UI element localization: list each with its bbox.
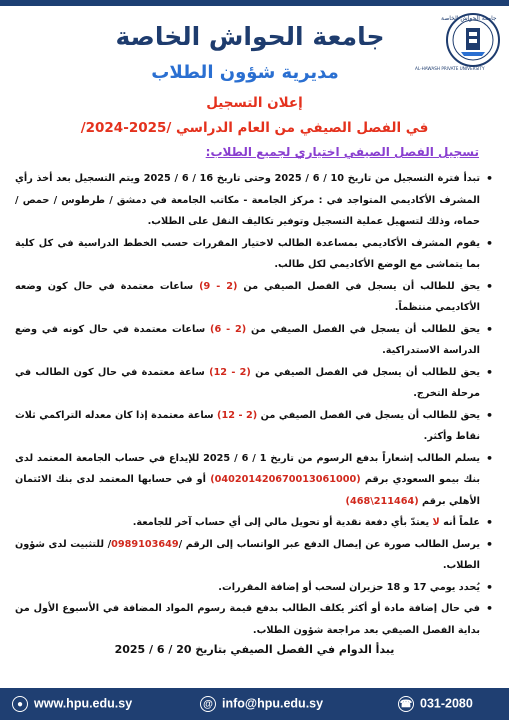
rule-item	[15, 598, 493, 641]
rule-text: في حال إضافة مادة أو أكثر يكلف الطالب بدفع قيمة رسوم المواد المضافة في الأسبوع الأول من بداية الفصل الصيفي بعد مراجعة شؤون الطلاب.	[15, 603, 480, 636]
rule-text: ساعة معتمدة في حال كون الطالب في مرحلة التخرج.	[15, 366, 480, 399]
rule-highlight: (2 - 9)	[199, 280, 238, 292]
rule-text: يحق للطالب أن يسجل في الفصل الصيفي من	[246, 323, 480, 335]
rule-highlight: (2 - 12)	[209, 366, 251, 378]
rule-text: يسلم الطالب إشعاراً بدفع الرسوم من تاريخ 1 / 6 / 2025 للإيداع في حساب الجامعة المعتمد لدى بنك بيمو السعودي برقم	[15, 452, 480, 485]
rule-text: ساعة معتمدة إذا كان معدله التراكمي ثلاث نقاط وأكثر.	[15, 409, 480, 442]
rule-item	[15, 362, 493, 405]
university-name: جامعة الحواش الخاصة	[115, 22, 385, 51]
phone-text: 031-2080	[420, 696, 473, 711]
rule-text: يرسل الطالب صورة عن إيصال الدفع عبر الواتساب إلى الرقم /	[178, 538, 480, 550]
rule-text: يحق للطالب أن يسجل في الفصل الصيفي من	[250, 366, 480, 378]
logo-arabic-text: جامعة الحواش الخاصة	[441, 15, 497, 22]
website-text: www.hpu.edu.sy	[34, 696, 133, 711]
rule-item	[15, 448, 493, 513]
footer-email[interactable]	[200, 696, 323, 712]
rule-text: ساعات معتمدة في حال كون وضعه الأكاديمي منتظماً.	[15, 280, 480, 313]
rule-text: ساعات معتمدة في حال كونه في وضع الدراسة الاستدراكية.	[15, 323, 480, 356]
rule-item	[15, 233, 493, 276]
semester-title: في الفصل الصيفي من العام الدراسي /2025-2024/	[80, 120, 429, 136]
rule-text: يُحدد يومي 17 و 18 حزيران لسحب أو إضافة المقررات.	[218, 581, 480, 593]
rule-text: علماً أنه	[439, 517, 480, 528]
rule-highlight: (2 - 12)	[217, 409, 258, 421]
rule-item	[15, 168, 493, 233]
logo-latin-text: AL-HAWASH PRIVATE UNIVERSITY	[415, 66, 485, 71]
footer-phone[interactable]	[398, 696, 473, 712]
rule-item	[15, 534, 493, 577]
section-subtitle: تسجيل الفصل الصيفي اختياري لجميع الطلاب:	[205, 145, 479, 159]
at-icon: @	[200, 696, 216, 712]
rule-text: يقوم المشرف الأكاديمي بمساعدة الطالب لاختيار المقررات حسب الخطط الدراسية في كل كلية بما يتماشى مع الوضع الأكاديمي لكل طالب.	[15, 237, 480, 270]
phone-icon: ☎	[398, 696, 414, 712]
rule-text: أو في حسابها المعتمد لدى بنك الائتمان الأهلي برقم	[15, 474, 480, 507]
rule-highlight: (2 - 6)	[210, 323, 247, 335]
rule-highlight: لا	[432, 517, 440, 528]
email-text: info@hpu.edu.sy	[222, 696, 324, 711]
rule-item	[15, 276, 493, 319]
rule-item	[15, 577, 493, 599]
footer-bar	[0, 688, 509, 720]
university-logo	[411, 6, 503, 74]
globe-icon: ●	[12, 696, 28, 712]
closing-note: يبدأ الدوام في الفصل الصيفي بتاريخ 20 / 6 / 2025	[114, 643, 395, 656]
rule-text: تبدأ فترة التسجيل من تاريخ 10 / 6 / 2025 وحتى تاريخ 16 / 6 / 2025 ويتم التسجيل بعد أخذ رأي المشرف الأكاديمي المتواجد في : مركز الجامعة - مكاتب الجامعة في دمشق / طرطوس / حمص / حماه، وذلك لتسهيل عملية التسجيل وتوفير تكاليف النقل على الطلاب.	[15, 173, 480, 227]
rule-text: / للتثبيت لدى شؤون الطلاب.	[15, 538, 480, 571]
footer-website[interactable]	[12, 696, 132, 712]
rule-text: يحق للطالب أن يسجل في الفصل الصيفي من	[237, 280, 480, 292]
rule-item	[15, 319, 493, 362]
rule-highlight: (040201420670013061000)	[210, 474, 361, 485]
rule-item	[15, 405, 493, 448]
announcement-title: إعلان التسجيل	[206, 95, 303, 111]
rule-highlight: (211464\468)	[345, 495, 419, 507]
directorate-title: مديرية شؤون الطلاب	[151, 62, 339, 83]
rule-item	[15, 512, 493, 534]
rule-text: يعتدّ بأي دفعة نقدية أو تحويل مالي إلى أي حساب آخر للجامعة.	[132, 517, 433, 528]
rule-highlight: 0989103649	[111, 538, 179, 550]
registration-rules-list	[15, 168, 493, 641]
rule-text: يحق للطالب أن يسجل في الفصل الصيفي من	[257, 409, 480, 421]
